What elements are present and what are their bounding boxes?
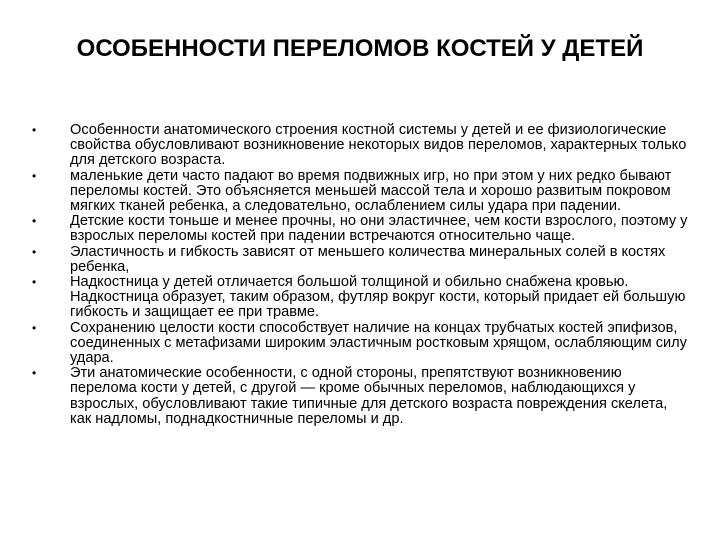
bullet-item: [0, 214, 720, 244]
bullet-text: Детские кости тоньше и менее прочны, но они эластичнее, чем кости взрослого, поэтому у взрослых переломы костей при падении встречаются относительно чаще.: [70, 213, 688, 245]
bullet-item: [0, 245, 720, 275]
bullet-text: Надкостница у детей отличается большой толщиной и обильно снабжена кровью. Надкостница образует, таким образом, футляр вокруг кости, который придает ей большую гибкость и защищает ее при травме.: [70, 274, 686, 321]
bullet-dot-icon: •: [32, 168, 37, 183]
bullet-text: Особенности анатомического строения костной системы у детей и ее физиологические свойства обусловливают возникновение некоторых видов переломов, характерных только для детского возраста.: [70, 122, 687, 169]
bullet-item: [0, 366, 720, 427]
bullet-dot-icon: •: [32, 214, 37, 229]
bullet-dot-icon: •: [32, 123, 37, 137]
bullet-text: Сохранению целости кости способствует наличие на концах трубчатых костей эпифизов, соединенных с метафизами широким эластичным ростковым хрящом, ослабляющим силу удара.: [70, 319, 687, 367]
bullet-item: [0, 169, 720, 215]
bullet-item: [0, 275, 720, 321]
bullet-dot-icon: •: [32, 320, 37, 335]
bullet-item: [0, 123, 720, 169]
bullet-dot-icon: •: [32, 275, 37, 290]
slide-title: ОСОБЕННОСТИ ПЕРЕЛОМОВ КОСТЕЙ У ДЕТЕЙ: [76, 35, 644, 62]
bullet-dot-icon: •: [32, 366, 37, 381]
bullet-text: маленькие дети часто падают во время подвижных игр, но при этом у них редко бывают переломы костей. Это объясняется меньшей массой тела и хорошо развитым покровом мягких тканей ребенка, а следовательно, ослаблением силы удара при падении.: [70, 167, 672, 215]
bullet-text: Эти анатомические особенности, с одной стороны, препятствуют возникновению перелома кости у детей, с другой — кроме обычных переломов, наблюдающихся у взрослых, обусловливают такие типичные для детского возраста повреждения скелета, как надломы, поднадкостничные переломы и др.: [70, 365, 668, 427]
bullet-text: Эластичность и гибкость зависят от меньшего количества минеральных солей в костях ребенка,: [70, 243, 666, 275]
bullet-list: [0, 123, 720, 427]
bullet-dot-icon: •: [32, 244, 37, 259]
bullet-item: [0, 321, 720, 367]
